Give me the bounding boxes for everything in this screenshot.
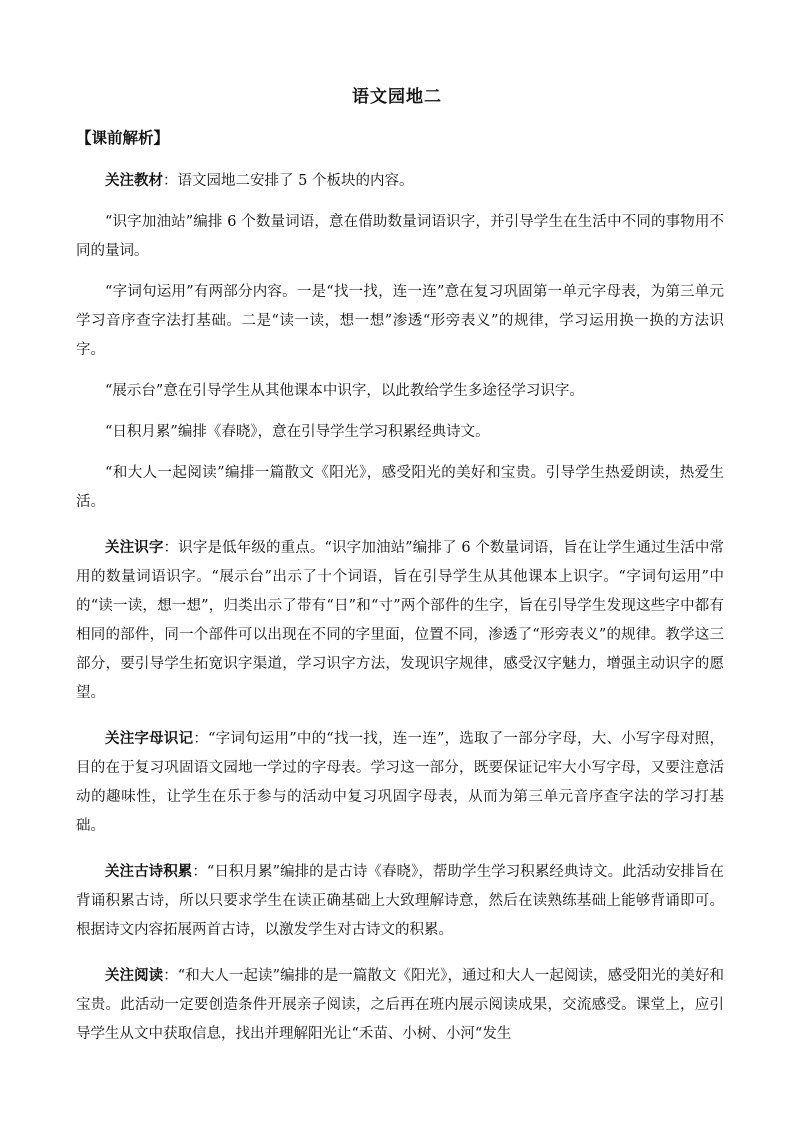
paragraph-literacy-station: “识字加油站”编排 6 个数量词语，意在借助数量词语识字，并引导学生在生活中不同的事物用不同的量词。 — [76, 214, 724, 259]
text-poetry: ：“日积月累”编排的是古诗《春晓》，帮助学生学习积累经典诗文。此活动安排旨在背诵积累古诗，所以只要求学生在读正确基础上大致理解诗意，然后在读熟练基础上能够背诵即可。根据诗文内容拓展两首古诗，以激发学生对古诗文的积累。 — [76, 864, 725, 938]
text-reading: ：“和大人一起读”编排的是一篇散文《阳光》，通过和大人一起阅读，感受阳光的美好和宝贵。此活动一定要创造条件开展亲子阅读，之后再在班内展示阅读成果，交流感受。课堂上，应引导学生从文中获取信息，找出并理解阳光让“禾苗、小树、小河“发生 — [76, 968, 725, 1042]
paragraph-daily-accumulation: “日积月累”编排《春晓》，意在引导学生学习积累经典诗文。 — [105, 424, 490, 440]
paragraph-poetry — [76, 857, 724, 945]
paragraph-textbook — [76, 166, 724, 196]
paragraph-literacy — [76, 533, 724, 708]
lead-poetry: 关注古诗积累 — [105, 863, 193, 880]
page-title: 语文园地二 — [352, 87, 442, 107]
lead-letters: 关注字母识记 — [105, 730, 194, 747]
text-textbook: ：语文园地二安排了 5 个板块的内容。 — [163, 173, 414, 189]
lead-literacy: 关注识字 — [105, 539, 164, 556]
lead-textbook: 关注教材 — [105, 172, 163, 189]
text-literacy: ：识字是低年级的重点。“识字加油站”编排了 6 个数量词语，旨在让学生通过生活中常用的数量词语识字。“展示台”出示了十个词语，旨在引导学生从其他课本上识字。“字词句运用”中的“读一读，想一想”，归类出示了带有“日”和“寸”两个部件的生字，旨在引导学生发现这些字中都有相同的部件，同一个部件可以出现在不同的字里面，位置不同，渗透了“形旁表义”的规律。教学这三部分，要引导学生拓宽识字渠道，学习识字方法，发现识字规律，感受汉字魅力，增强主动识字的愿望。 — [76, 540, 724, 701]
paragraph-letters — [76, 724, 724, 841]
paragraph-showcase: “展示台”意在引导学生从其他课本中识字，以此教给学生多途径学习识字。 — [105, 383, 584, 399]
paragraph-read-with-adults: “和大人一起阅读”编排一篇散文《阳光》，感受阳光的美好和宝贵。引导学生热爱朗读，热爱生活。 — [76, 465, 724, 510]
section-heading: 【课前解析】 — [76, 128, 170, 147]
paragraph-reading — [76, 961, 724, 1049]
text-letters: ：“字词句运用”中的“找一找，连一连”，选取了一部分字母，大、小写字母对照，目的在于复习巩固语文园地一学过的字母表。学习这一部分，既要保证记牢大小写字母，又要注意活动的趣味性，让学生在乐于参与的活动中复习巩固字母表，从而为第三单元音序查字法的学习打基础。 — [76, 731, 725, 834]
document-body — [76, 166, 724, 1065]
paragraph-word-usage: “字词句运用”有两部分内容。一是“找一找，连一连”意在复习巩固第一单元字母表，为第三单元学习音序查字法打基础。二是“读一读，想一想”渗透“形旁表义”的规律，学习运用换一换的方法识字。 — [76, 284, 724, 358]
lead-reading: 关注阅读 — [105, 967, 164, 984]
